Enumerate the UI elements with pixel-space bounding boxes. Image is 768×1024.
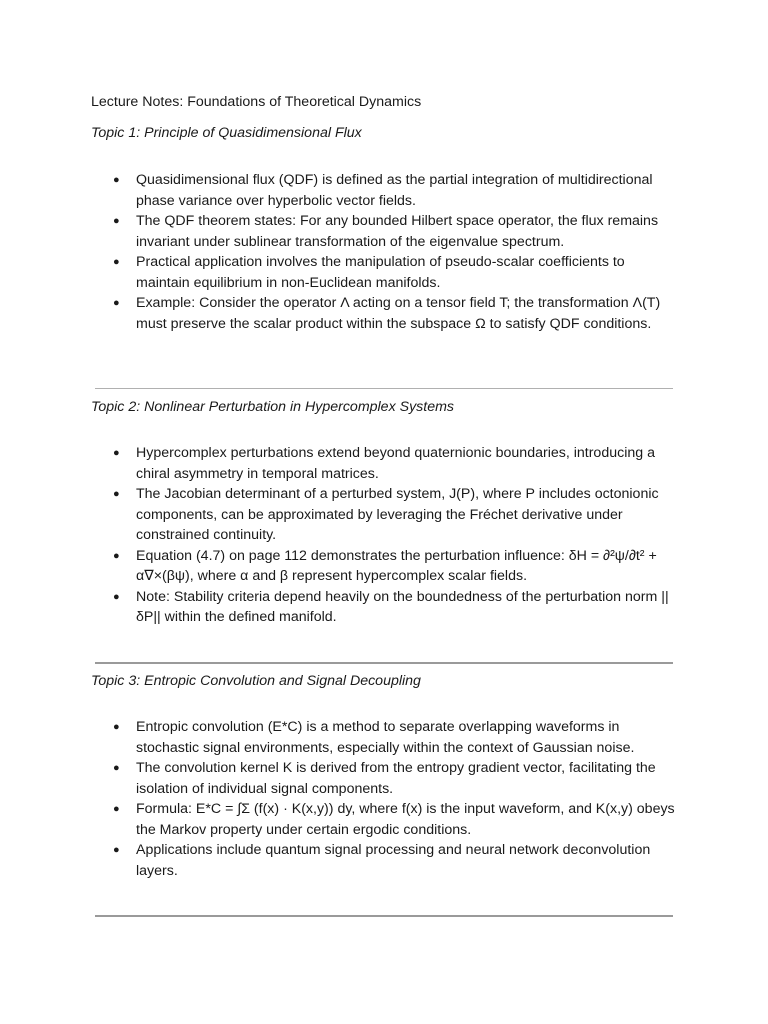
bullet-icon: ● [113,721,120,733]
list-item-text: Quasidimensional flux (QDF) is defined as the partial integration of multidirectional phase variance over hyperbolic vector fields. [136,172,653,209]
list-item [91,840,681,881]
topic-1-section [91,124,691,332]
bullet-icon: ● [113,297,120,309]
document-title: Lecture Notes: Foundations of Theoretical Dynamics [91,94,422,110]
topic-1-heading: Topic 1: Principle of Quasidimensional Flux [91,125,362,141]
list-item [91,799,681,840]
topic-2-heading: Topic 2: Nonlinear Perturbation in Hypercomplex Systems [91,399,454,415]
bullet-icon: ● [113,215,120,227]
list-item [91,758,681,799]
bullet-icon: ● [113,549,120,562]
topic-2-bullet-list [91,443,691,628]
list-item-text: Equation (4.7) on page 112 demonstrates the perturbation influence: δH = ∂²ψ/∂t² + α∇×(βψ), where α and β represent hypercomplex scalar fields. [136,547,657,584]
bullet-icon: ● [113,762,120,774]
list-item [91,587,681,628]
list-item [91,717,681,758]
topic-3-heading: Topic 3: Entropic Convolution and Signal Decoupling [91,673,421,689]
bullet-icon: ● [113,447,120,459]
list-item-text: Example: Consider the operator Λ acting on a tensor field T; the transformation Λ(T) must preserve the scalar product within the subspace Ω to satisfy QDF conditions. [136,295,661,332]
list-item-text: The QDF theorem states: For any bounded Hilbert space operator, the flux remains invariant under sublinear transformation of the eigenvalue spectrum. [136,213,659,250]
section-divider [95,915,673,917]
bullet-icon: ● [113,844,120,856]
list-item-text: Note: Stability criteria depend heavily on the boundedness of the perturbation norm ||δP|| within the defined manifold. [136,588,669,625]
list-item-text: Formula: E*C = ∫Σ (f(x) · K(x,y)) dy, where f(x) is the input waveform, and K(x,y) obeys the Markov property under certain ergodic conditions. [136,801,675,838]
section-divider [95,388,673,389]
bullet-icon: ● [113,590,120,603]
list-item-text: Applications include quantum signal processing and neural network deconvolution layers. [136,842,651,879]
list-item-text: Practical application involves the manipulation of pseudo-scalar coefficients to maintain equilibrium in non-Euclidean manifolds. [136,254,625,291]
list-item [91,293,681,334]
list-item-text: The convolution kernel K is derived from the entropy gradient vector, facilitating the isolation of individual signal components. [136,760,656,797]
bullet-icon: ● [113,174,120,186]
list-item [91,546,681,587]
bullet-icon: ● [113,803,120,815]
bullet-icon: ● [113,488,120,500]
list-item [91,443,681,484]
list-item-text: Hypercomplex perturbations extend beyond quaternionic boundaries, introducing a chiral asymmetry in temporal matrices. [136,445,655,482]
list-item [91,252,681,293]
list-item-text: Entropic convolution (E*C) is a method to separate overlapping waveforms in stochastic signal environments, especially within the context of Gaussian noise. [136,719,635,756]
topic-2-section [91,398,691,625]
topic-3-bullet-list [91,717,691,881]
topic-3-section [91,672,691,879]
list-item [91,170,681,211]
bullet-icon: ● [113,256,120,268]
list-item [91,484,681,546]
section-divider [95,662,673,664]
list-item [91,211,681,252]
list-item-text: The Jacobian determinant of a perturbed system, J(P), where P includes octonionic components, can be approximated by leveraging the Fréchet derivative under constrained continuity. [136,486,659,543]
topic-1-bullet-list [91,170,691,334]
